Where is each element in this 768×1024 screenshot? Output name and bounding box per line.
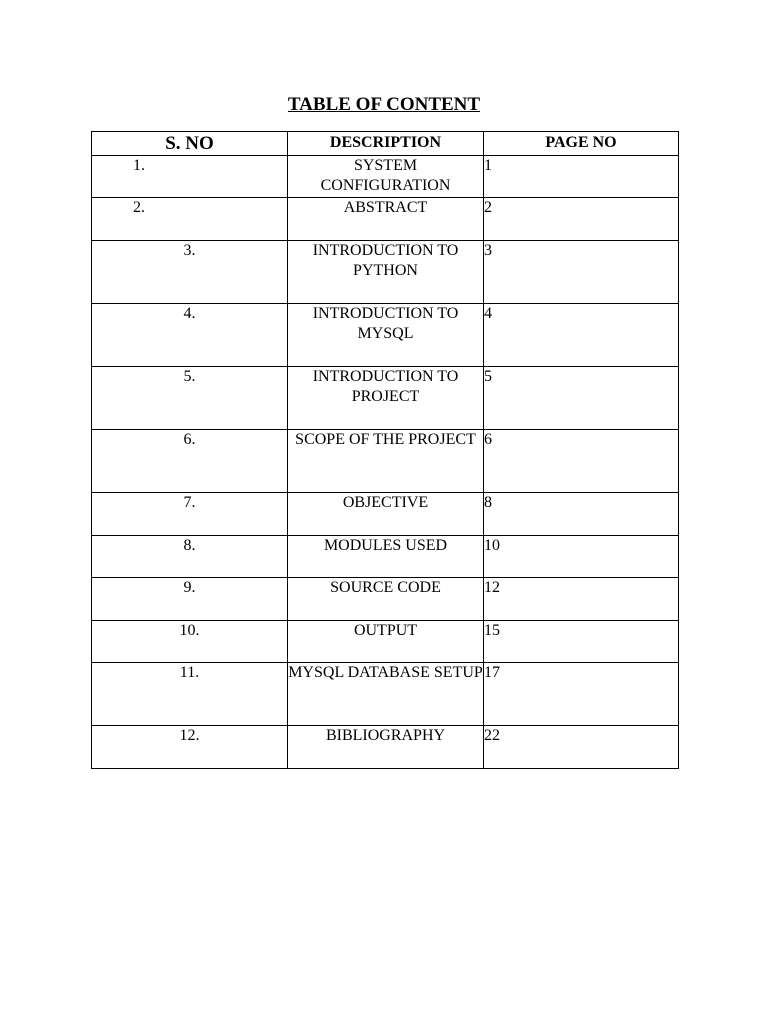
- row-description: MODULES USED: [288, 536, 484, 578]
- table-row: [92, 367, 679, 430]
- row-sno: 10.: [92, 621, 288, 663]
- table-header-row: [92, 132, 679, 156]
- page-title: TABLE OF CONTENT: [287, 94, 481, 115]
- row-page-no: 12: [484, 578, 679, 621]
- row-page-no: 22: [484, 726, 679, 769]
- table-row: [92, 241, 679, 304]
- row-sno: 8.: [92, 536, 288, 578]
- row-page-no: 8: [484, 493, 679, 536]
- row-description: INTRODUCTION TO MYSQL: [288, 304, 484, 367]
- row-page-no: 10: [484, 536, 679, 578]
- table-row: [92, 198, 679, 241]
- table-row: [92, 430, 679, 493]
- table-row: [92, 304, 679, 367]
- row-sno: 2.: [92, 198, 288, 241]
- table-row: [92, 536, 679, 578]
- row-sno: 1.: [92, 156, 288, 198]
- table-row: [92, 156, 679, 198]
- row-description: OBJECTIVE: [288, 493, 484, 536]
- row-sno: 9.: [92, 578, 288, 621]
- header-page-no: PAGE NO: [484, 132, 679, 156]
- row-page-no: 2: [484, 198, 679, 241]
- row-sno: 7.: [92, 493, 288, 536]
- header-sno: S. NO: [92, 132, 288, 156]
- row-description: ABSTRACT: [288, 198, 484, 241]
- row-page-no: 1: [484, 156, 679, 198]
- row-page-no: 3: [484, 241, 679, 304]
- row-sno: 5.: [92, 367, 288, 430]
- row-sno: 12.: [92, 726, 288, 769]
- row-sno: 6.: [92, 430, 288, 493]
- row-sno: 11.: [92, 663, 288, 726]
- row-description: SCOPE OF THE PROJECT: [288, 430, 484, 493]
- table-of-contents: [91, 131, 679, 769]
- row-page-no: 15: [484, 621, 679, 663]
- table-row: [92, 493, 679, 536]
- table-row: [92, 726, 679, 769]
- row-description: MYSQL DATABASE SETUP: [288, 663, 484, 726]
- table-row: [92, 621, 679, 663]
- row-description: OUTPUT: [288, 621, 484, 663]
- row-sno: 4.: [92, 304, 288, 367]
- table-row: [92, 578, 679, 621]
- row-description: BIBLIOGRAPHY: [288, 726, 484, 769]
- row-description: SYSTEM CONFIGURATION: [288, 156, 484, 198]
- row-description: INTRODUCTION TO PROJECT: [288, 367, 484, 430]
- row-description: SOURCE CODE: [288, 578, 484, 621]
- header-description: DESCRIPTION: [288, 132, 484, 156]
- table-row: [92, 663, 679, 726]
- row-description: INTRODUCTION TO PYTHON: [288, 241, 484, 304]
- row-page-no: 6: [484, 430, 679, 493]
- row-page-no: 5: [484, 367, 679, 430]
- row-sno: 3.: [92, 241, 288, 304]
- row-page-no: 17: [484, 663, 679, 726]
- row-page-no: 4: [484, 304, 679, 367]
